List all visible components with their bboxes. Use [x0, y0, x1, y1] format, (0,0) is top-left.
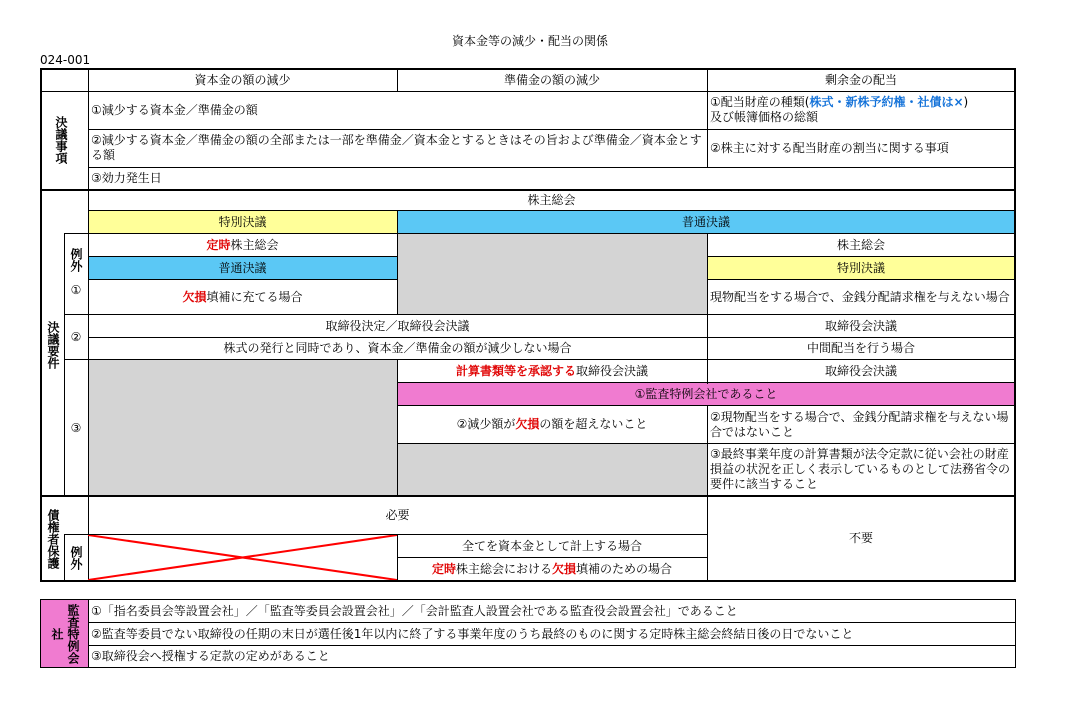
ex3-cond2: ②減少額が 欠損 の額を超えないこと [456, 417, 648, 431]
ex1-s-special: 特別決議 [836, 260, 885, 275]
label-resolution-reqs: 決議要件 [46, 321, 60, 369]
label-ex1: ① [70, 282, 82, 297]
label-resolution-items: 決議事項 [54, 116, 68, 164]
label-creditor-exception: 例外 [69, 546, 83, 570]
ex3-s2: ②現物配当をする場合で、金銭分配請求権を与えない場合ではないこと [710, 409, 1009, 439]
item-s1: ①配当財産の種類(株式・新株予約権・社債は×) 及び帳簿価格の総額 [710, 95, 969, 124]
ex3-board: 計算書類等を承認する 取締役会決議 [455, 363, 649, 378]
label-ex3: ③ [70, 420, 82, 435]
creditor-required: 必要 [385, 508, 410, 522]
audit-c2: ②監査等委員でない取締役の任期の末日が選任後1年以内に終了する事業年度のうち最終のものに関する定時株主総会終結日後の日でないこと [91, 626, 854, 641]
label-creditor: 債権者保護 [46, 509, 60, 569]
cross-mark-icon [88, 535, 397, 580]
bg-ex3-gray2 [397, 443, 707, 496]
bg-ex1-gray [397, 234, 707, 314]
ex3-s3: ③最終事業年度の計算書類が法令定款に従い会社の財産損益の状況を正しく表示しているものとして法務省令の要件に該当すること [710, 447, 1011, 491]
item-r1: ①減少する資本金／準備金の額 [91, 103, 258, 117]
item-s2: ②株主に対する配当財産の割当に関する事項 [710, 141, 949, 155]
label-exception: 例外 [69, 248, 83, 272]
header-surplus: 剰余金の配当 [824, 72, 897, 87]
ex2-cond: 株式の発行と同時であり、資本金／準備金の額が減少しない場合 [223, 341, 572, 355]
ex1-s-text: 現物配当をする場合で、金銭分配請求権を与えない場合 [710, 289, 1010, 304]
req-special-resolution: 特別決議 [218, 214, 267, 229]
ex2-s-board: 取締役会決議 [824, 318, 897, 333]
header-reserve: 準備金の額の減少 [503, 72, 600, 87]
header-capital: 資本金の額の減少 [194, 72, 291, 87]
page-title: 資本金等の減少・配当の関係 [451, 33, 608, 48]
ex2-s-cond: 中間配当を行う場合 [806, 341, 915, 355]
ex2-board: 取締役決定／取締役会決議 [325, 318, 470, 333]
ex3-cond1: ①監査特例会社であること [634, 386, 778, 401]
req-ordinary-resolution: 普通決議 [681, 214, 730, 229]
bg-ex3-gray [88, 360, 397, 496]
item-r2: ②減少する資本金／準備金の額の全部または一部を準備金／資本金とするときはその旨および準備金／資本金とする額 [91, 133, 702, 162]
item-r3: ③効力発生日 [91, 171, 162, 185]
creditor-ex-b: 定時 株主総会における 欠損 填補のための場合 [431, 561, 673, 576]
ex1-kesson: 欠損 填補に充てる場合 [182, 289, 303, 304]
creditor-ex-a: 全てを資本金として計上する場合 [461, 538, 642, 553]
creditor-not-required: 不要 [848, 531, 873, 545]
audit-c1: ①「指名委員会等設置会社」／「監査等委員会設置会社」／「会計監査人設置会社である監査役会設置会社」であること [91, 603, 738, 618]
req-general-meeting: 株主総会 [527, 192, 576, 207]
ex1-ordinary: 普通決議 [218, 260, 267, 275]
label-ex2: ② [70, 329, 82, 344]
ex3-s-board: 取締役会決議 [824, 363, 897, 378]
ex1-s-meeting: 株主総会 [836, 237, 885, 252]
audit-c3: ③取締役会へ授権する定款の定めがあること [91, 649, 330, 663]
ex1-meeting: 定時 株主総会 [206, 237, 279, 252]
doc-id: 024-001 [40, 52, 91, 67]
audit-label: 監査特例会社 [50, 603, 80, 664]
